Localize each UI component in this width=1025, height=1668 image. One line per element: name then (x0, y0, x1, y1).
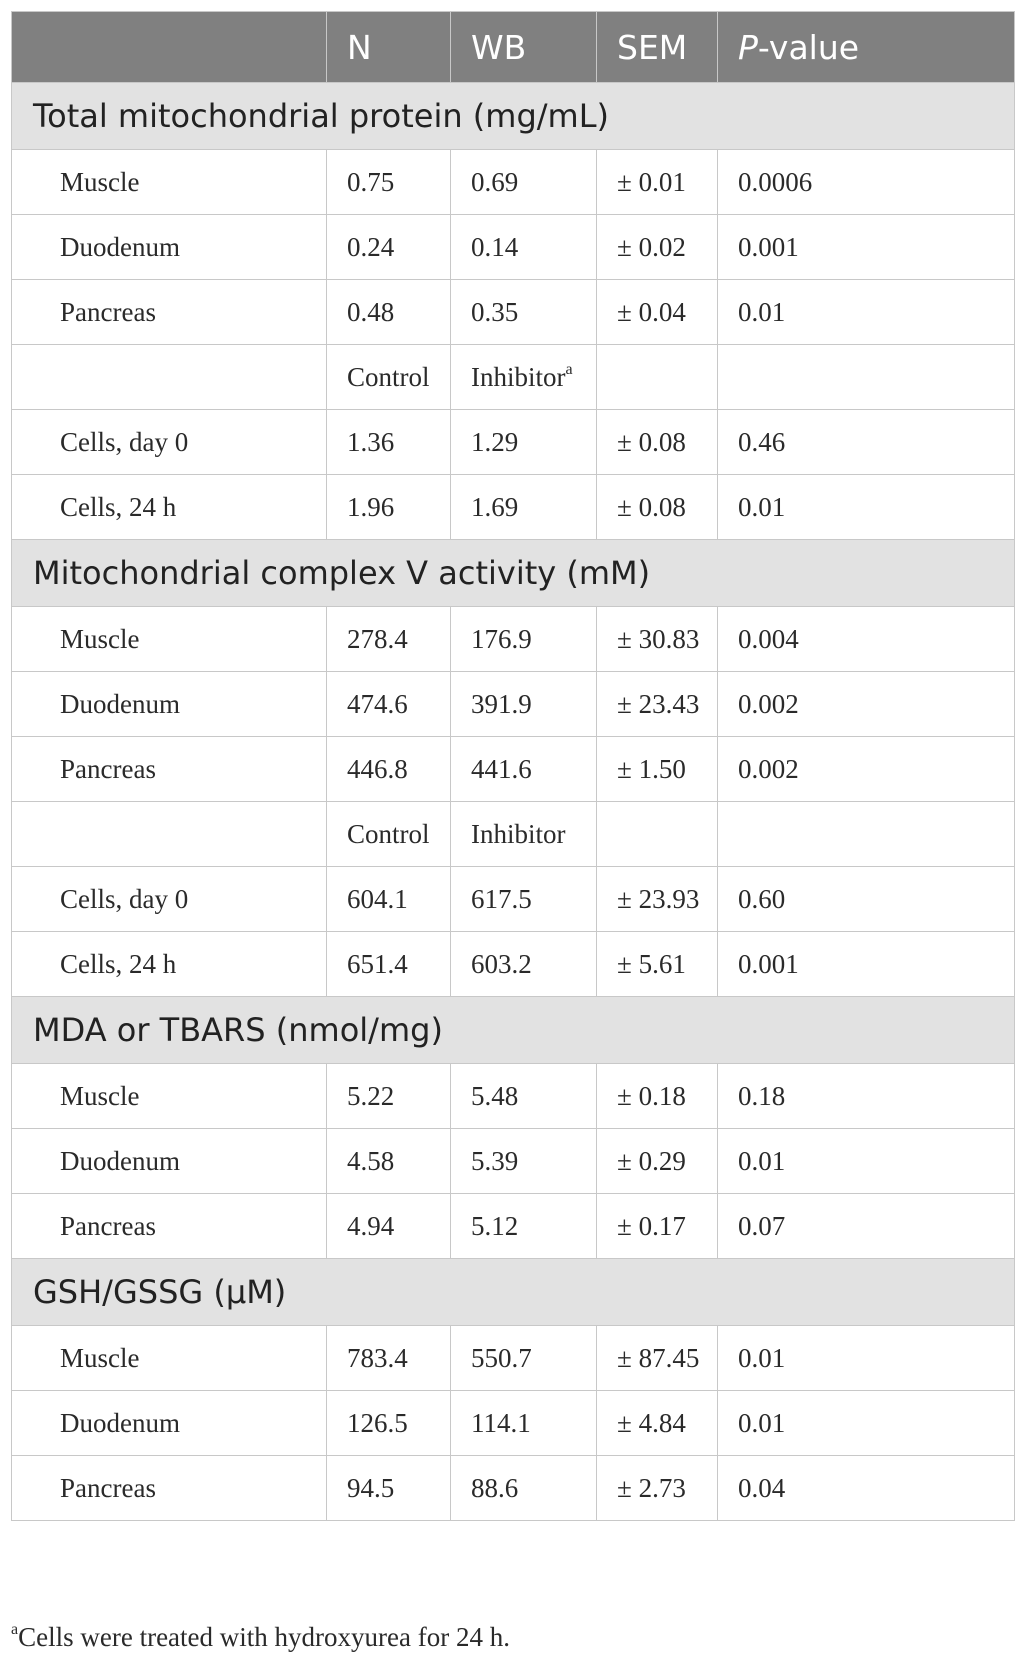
row-label-cell (12, 802, 327, 867)
sem-value-cell (597, 607, 718, 672)
sem-value-cell (597, 475, 718, 540)
p-value: 0.07 (738, 1210, 786, 1241)
wb-value-cell (451, 1064, 597, 1129)
wb-value: 88.6 (471, 1472, 519, 1503)
sem-value: ± 0.17 (617, 1210, 686, 1241)
table-row (12, 280, 1015, 345)
n-value-cell (327, 1326, 451, 1391)
p-value-cell (718, 672, 1015, 737)
header-cell-empty (12, 12, 327, 83)
p-value: 0.002 (738, 688, 799, 719)
n-value-cell (327, 737, 451, 802)
p-value-cell (718, 1326, 1015, 1391)
wb-value-cell (451, 1129, 597, 1194)
p-value-cell (718, 215, 1015, 280)
sem-value: ± 5.61 (617, 948, 686, 979)
sem-value: ± 4.84 (617, 1407, 686, 1438)
p-value-cell (718, 410, 1015, 475)
p-value-cell (718, 1129, 1015, 1194)
n-value: Control (347, 361, 430, 392)
header-cell-sem: SEM (597, 12, 718, 83)
row-label: Duodenum (60, 1407, 180, 1438)
row-label-cell (12, 150, 327, 215)
row-label: Muscle (60, 1080, 140, 1111)
wb-value: 441.6 (471, 753, 532, 784)
header-cell-wb: WB (451, 12, 597, 83)
sem-value-cell (597, 1456, 718, 1521)
p-value-cell (718, 1456, 1015, 1521)
wb-value-cell (451, 607, 597, 672)
n-value-cell (327, 672, 451, 737)
n-value-cell (327, 1064, 451, 1129)
n-value: 126.5 (347, 1407, 408, 1438)
table-row (12, 345, 1015, 410)
sem-value-cell (597, 280, 718, 345)
table-row (12, 737, 1015, 802)
wb-value-cell (451, 1391, 597, 1456)
table-row (12, 1194, 1015, 1259)
footnote-marker: a (11, 1621, 19, 1638)
row-label: Pancreas (60, 753, 156, 784)
wb-value-cell (451, 1456, 597, 1521)
wb-value: 114.1 (471, 1407, 531, 1438)
sem-value-cell (597, 1326, 718, 1391)
sem-value: ± 0.08 (617, 491, 686, 522)
p-value-cell (718, 867, 1015, 932)
wb-value: 1.69 (471, 491, 519, 522)
wb-value: 176.9 (471, 623, 532, 654)
wb-value: 0.14 (471, 231, 519, 262)
inhibitor-footnote-marker: a (565, 360, 573, 378)
p-value: 0.01 (738, 1342, 786, 1373)
row-label-cell (12, 345, 327, 410)
n-value-cell (327, 1456, 451, 1521)
row-label-cell (12, 737, 327, 802)
n-value-cell (327, 607, 451, 672)
section-title: MDA or TBARS (nmol/mg) (12, 997, 1015, 1064)
n-value: 0.24 (347, 231, 395, 262)
wb-value-cell (451, 1194, 597, 1259)
n-value: 0.48 (347, 296, 395, 327)
p-value: 0.002 (738, 753, 799, 784)
table-row (12, 802, 1015, 867)
wb-value-cell (451, 215, 597, 280)
data-table (11, 11, 1015, 1521)
sem-value: ± 1.50 (617, 753, 686, 784)
sem-value: ± 23.43 (617, 688, 700, 719)
n-value-cell (327, 867, 451, 932)
p-value: 0.01 (738, 1407, 786, 1438)
p-value-cell (718, 150, 1015, 215)
row-label: Duodenum (60, 1145, 180, 1176)
wb-value-cell (451, 280, 597, 345)
row-label: Duodenum (60, 688, 180, 719)
table-row (12, 150, 1015, 215)
sem-value-cell (597, 1129, 718, 1194)
p-value-cell (718, 1391, 1015, 1456)
p-value-cell (718, 1064, 1015, 1129)
row-label-cell (12, 1194, 327, 1259)
table-footnote (11, 1622, 510, 1653)
sem-value: ± 0.08 (617, 426, 686, 457)
table-row (12, 410, 1015, 475)
wb-value: 5.39 (471, 1145, 519, 1176)
table-body (12, 83, 1015, 1521)
section-title: GSH/GSSG (µM) (12, 1259, 1015, 1326)
row-label-cell (12, 672, 327, 737)
sem-value-cell (597, 150, 718, 215)
n-value: 278.4 (347, 623, 408, 654)
row-label-cell (12, 1391, 327, 1456)
header-cell-n: N (327, 12, 451, 83)
n-value: 94.5 (347, 1472, 395, 1503)
table-row (12, 475, 1015, 540)
row-label-cell (12, 932, 327, 997)
p-value-cell (718, 475, 1015, 540)
sem-value-cell (597, 345, 718, 410)
row-label: Muscle (60, 166, 140, 197)
wb-value-cell (451, 802, 597, 867)
row-label: Cells, day 0 (60, 883, 189, 914)
n-value-cell (327, 802, 451, 867)
n-value: 474.6 (347, 688, 408, 719)
p-value: 0.001 (738, 231, 799, 262)
p-value: 0.0006 (738, 166, 813, 197)
table-row (12, 607, 1015, 672)
table-row (12, 932, 1015, 997)
section-title: Mitochondrial complex V activity (mM) (12, 540, 1015, 607)
sem-value-cell (597, 215, 718, 280)
n-value-cell (327, 410, 451, 475)
sem-value: ± 0.01 (617, 166, 686, 197)
n-value-cell (327, 1194, 451, 1259)
wb-value-cell (451, 1326, 597, 1391)
n-value-cell (327, 280, 451, 345)
row-label-cell (12, 1326, 327, 1391)
table-header-row (12, 12, 1015, 83)
n-value: 5.22 (347, 1080, 395, 1111)
n-value: 1.36 (347, 426, 395, 457)
row-label-cell (12, 867, 327, 932)
row-label-cell (12, 280, 327, 345)
row-label-cell (12, 607, 327, 672)
p-value-cell (718, 737, 1015, 802)
table-row (12, 672, 1015, 737)
n-value-cell (327, 150, 451, 215)
section-header-row (12, 83, 1015, 150)
wb-value: 0.69 (471, 166, 519, 197)
wb-value-cell (451, 410, 597, 475)
n-value: 783.4 (347, 1342, 408, 1373)
wb-value-cell (451, 345, 597, 410)
p-value: 0.04 (738, 1472, 786, 1503)
sem-value-cell (597, 672, 718, 737)
table-row (12, 867, 1015, 932)
sem-value: ± 30.83 (617, 623, 700, 654)
footnote-text: Cells were treated with hydroxyurea for 24 h. (18, 1622, 510, 1652)
p-value: 0.001 (738, 948, 799, 979)
row-label-cell (12, 410, 327, 475)
row-label: Duodenum (60, 231, 180, 262)
p-value: 0.46 (738, 426, 786, 457)
row-label: Muscle (60, 623, 140, 654)
n-value: 651.4 (347, 948, 408, 979)
wb-value-cell (451, 475, 597, 540)
wb-value: Inhibitor (471, 361, 566, 392)
sem-value: ± 23.93 (617, 883, 700, 914)
n-value: 446.8 (347, 753, 408, 784)
wb-value: 603.2 (471, 948, 532, 979)
row-label: Pancreas (60, 1210, 156, 1241)
wb-value-cell (451, 150, 597, 215)
section-header-row (12, 997, 1015, 1064)
n-value-cell (327, 215, 451, 280)
sem-value: ± 0.04 (617, 296, 686, 327)
n-value-cell (327, 932, 451, 997)
row-label-cell (12, 1129, 327, 1194)
n-value-cell (327, 345, 451, 410)
header-cell-p-value (718, 12, 1015, 83)
sem-value: ± 0.02 (617, 231, 686, 262)
sem-value-cell (597, 802, 718, 867)
wb-value: 5.48 (471, 1080, 519, 1111)
wb-value-cell (451, 932, 597, 997)
n-value-cell (327, 1391, 451, 1456)
row-label: Cells, day 0 (60, 426, 189, 457)
p-value-cell (718, 280, 1015, 345)
p-value-cell (718, 345, 1015, 410)
row-label-cell (12, 1456, 327, 1521)
row-label: Pancreas (60, 1472, 156, 1503)
sem-value-cell (597, 932, 718, 997)
wb-value: 0.35 (471, 296, 519, 327)
row-label: Pancreas (60, 296, 156, 327)
table-row (12, 1129, 1015, 1194)
p-value: 0.01 (738, 296, 786, 327)
row-label: Muscle (60, 1342, 140, 1373)
wb-value-cell (451, 737, 597, 802)
p-value-cell (718, 802, 1015, 867)
p-value-suffix: -value (757, 27, 860, 67)
row-label-cell (12, 1064, 327, 1129)
sem-value: ± 2.73 (617, 1472, 686, 1503)
p-value-cell (718, 607, 1015, 672)
row-label: Cells, 24 h (60, 948, 177, 979)
wb-value: 391.9 (471, 688, 532, 719)
p-italic: P (738, 27, 758, 67)
sem-value-cell (597, 410, 718, 475)
sem-value: ± 0.29 (617, 1145, 686, 1176)
sem-value: ± 87.45 (617, 1342, 700, 1373)
sem-value-cell (597, 737, 718, 802)
n-value: Control (347, 818, 430, 849)
sem-value-cell (597, 1064, 718, 1129)
n-value: 604.1 (347, 883, 408, 914)
section-title: Total mitochondrial protein (mg/mL) (12, 83, 1015, 150)
row-label: Cells, 24 h (60, 491, 177, 522)
wb-value-cell (451, 672, 597, 737)
wb-value: Inhibitor (471, 818, 566, 849)
p-value-cell (718, 1194, 1015, 1259)
section-header-row (12, 1259, 1015, 1326)
sem-value: ± 0.18 (617, 1080, 686, 1111)
n-value: 1.96 (347, 491, 395, 522)
row-label-cell (12, 215, 327, 280)
table-row (12, 215, 1015, 280)
sem-value-cell (597, 1194, 718, 1259)
n-value: 0.75 (347, 166, 395, 197)
wb-value: 5.12 (471, 1210, 519, 1241)
wb-value-cell (451, 867, 597, 932)
table-row (12, 1064, 1015, 1129)
wb-value: 617.5 (471, 883, 532, 914)
table-row (12, 1326, 1015, 1391)
row-label-cell (12, 475, 327, 540)
wb-value: 1.29 (471, 426, 519, 457)
section-header-row (12, 540, 1015, 607)
sem-value-cell (597, 1391, 718, 1456)
n-value: 4.94 (347, 1210, 395, 1241)
p-value-cell (718, 932, 1015, 997)
p-value: 0.004 (738, 623, 799, 654)
sem-value-cell (597, 867, 718, 932)
p-value: 0.01 (738, 491, 786, 522)
wb-value: 550.7 (471, 1342, 532, 1373)
n-value-cell (327, 1129, 451, 1194)
p-value: 0.18 (738, 1080, 786, 1111)
n-value: 4.58 (347, 1145, 395, 1176)
p-value: 0.60 (738, 883, 786, 914)
p-value: 0.01 (738, 1145, 786, 1176)
n-value-cell (327, 475, 451, 540)
table-row (12, 1456, 1015, 1521)
table-row (12, 1391, 1015, 1456)
